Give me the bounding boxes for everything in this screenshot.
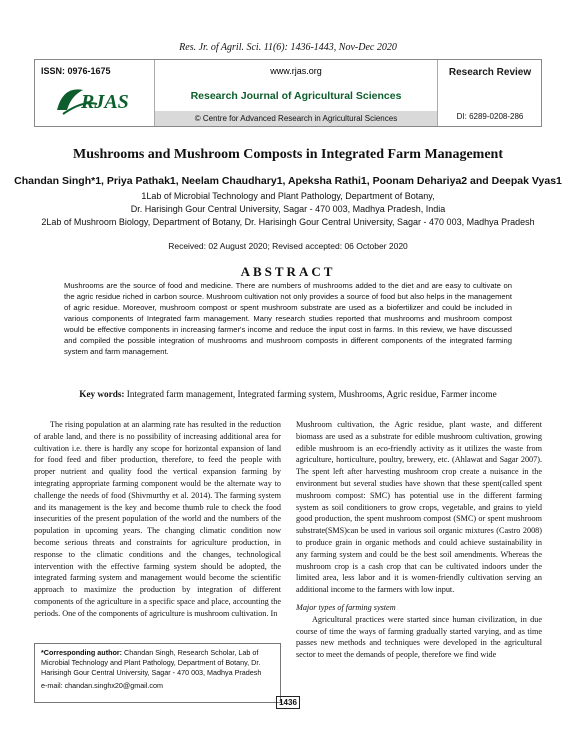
journal-name: Research Journal of Agricultural Sciences: [190, 90, 402, 102]
doi: DI: 6289-0208-286: [456, 112, 524, 121]
author-list: Chandan Singh*1, Priya Pathak1, Neelam Chaudhary1, Apeksha Rathi1, Poonam Dehariya2 and Deepak Vyas1: [14, 175, 562, 187]
keywords-list: Integrated farm management, Integrated farming system, Mushrooms, Agric residue, Farmer income: [126, 389, 497, 399]
issn: ISSN: 0976-1675: [41, 66, 111, 76]
received-dates: Received: 02 August 2020; Revised accepted: 06 October 2020: [168, 241, 408, 251]
correspondence-email[interactable]: e-mail: chandan.singhx20@gmail.com: [41, 681, 163, 690]
abstract-text: Mushrooms are the source of food and medicine. There are numbers of mushrooms added to the diet and are easy to cultivate on the agric residue riched in carbon source. Mushroom cultivation not only provides a source of food but also helps in the management of agric residue. Moreover, mushroom compost or spent mushroom substrate are used as a biofertilizer and could be included in various components of Integrated farm management. Many research studies reported that mushrooms and mushroom compost would be effective components in increasing farmer's income and reduce the input cost in farms. In this review, we have discussed and compiled the possible integration of mushrooms and mushroom composts in different components of the integrated farming system and farm management.: [64, 281, 512, 356]
correspondence-box: [34, 643, 281, 703]
farming-paragraph: Agricultural practices were started since human civilization, in due course of time the ways of farming gradually started varying, and as time passes new methods and techniques were developed in the agricultural sector to meet the demands of people, therefore we find wide: [296, 614, 542, 660]
section-subheading: Major types of farming system: [296, 602, 396, 612]
body-column-right: [296, 419, 542, 661]
correspondence-info: [41, 648, 274, 678]
affiliation-2: 2Lab of Mushroom Biology, Department of Botany, Dr. Harisingh Gour Central University, Sagar - 470 003, Madhya Pradesh: [41, 217, 535, 227]
header-left: [35, 60, 155, 126]
article-type: Research Review: [448, 67, 532, 78]
intro-paragraph-cont: Mushroom cultivation, the Agric residue, plant waste, and different biomass are used as a substrate for edible mushroom cultivation, growing edible mushroom is an eco-friendly activity as it utilizes the waste from agriculture, horticulture, poultry, brewery, etc. (Ahlawat and Sagar 2007). The spent left after harvesting mushroom crop create a nuisance in the environment but several studies have shown that these spent(called spent mushroom compost: SMC) has potential use in the different farming system as soil conditioners to grow crops, vegetable, and grains to yield good production, the spent mushroom compost (SMC) or spent mushroom substrate(SMS)can be used in various soil organic mixtures (Castro 2008) to produce grain in organic methods and could achieve sustainability in any farming system and could be the best soil amendments. Whereas the mushroom crop is a cash crop that can be cultivated indoors under the limited area, less labor and it is women-friendly cultivation serving an additional income to the farmers with low input.: [296, 420, 542, 595]
correspondence-text: Chandan Singh, Research Scholar, Lab of Microbial Technology and Plant Pathology, Department of Botany, Dr. Harisingh Gour Central University, Sagar - 470 003, Madhya Pradesh: [41, 648, 262, 677]
affiliation-1: 1Lab of Microbial Technology and Plant Pathology, Department of Botany,: [141, 191, 435, 201]
header-middle: [155, 60, 437, 126]
journal-website[interactable]: www.rjas.org: [270, 66, 322, 76]
publisher-centre: © Centre for Advanced Research in Agricultural Sciences: [155, 111, 437, 126]
journal-logo: [53, 80, 139, 120]
affiliation-1-cont: Dr. Harisingh Gour Central University, Sagar - 470 003, Madhya Pradesh, India: [130, 204, 446, 214]
journal-header: [34, 59, 542, 127]
keywords-label: Key words:: [79, 389, 125, 399]
paper-title: Mushrooms and Mushroom Composts in Integrated Farm Management: [73, 147, 503, 162]
page-number: 1436: [276, 696, 300, 709]
journal-reference: Res. Jr. of Agril. Sci. 11(6): 1436-1443, Nov-Dec 2020: [179, 42, 397, 53]
logo-text: RJAS: [81, 91, 129, 113]
intro-paragraph: The rising population at an alarming rate has resulted in the reduction of arable land, and there is no possibility of increasing additional area for cultivation i.e. there is hardly any scope for horizontal expansion of land for food feed and fiber production, therefore, to feed the people with proper nutrient and quality food the vertical expansion farming by integrating appropriate farming component would be the alternate way to challenge the needs of food (Shivmurthy et al. 2014). The farming system and its management is the key and become thumb rule to check the food insecurities of the present population of the world and the numbers of the population in upcoming years. The changing climatic condition now become serious threats and constraints for agriculture production, in response to the climatic conditions and the changes, technological intervention with the effective farming system should be adopted, the integrated farming system and management would become the scientific approach to maximize the production by integration of different components of the agriculture in a specific space and place, accounting the periods. One of the components of agriculture is mushroom cultivation. In: [34, 420, 281, 618]
correspondence-label: *Corresponding author:: [41, 648, 123, 657]
body-column-left: [34, 419, 281, 620]
keywords: [0, 389, 576, 399]
header-right: [437, 60, 541, 126]
abstract-heading: ABSTRACT: [240, 264, 336, 279]
